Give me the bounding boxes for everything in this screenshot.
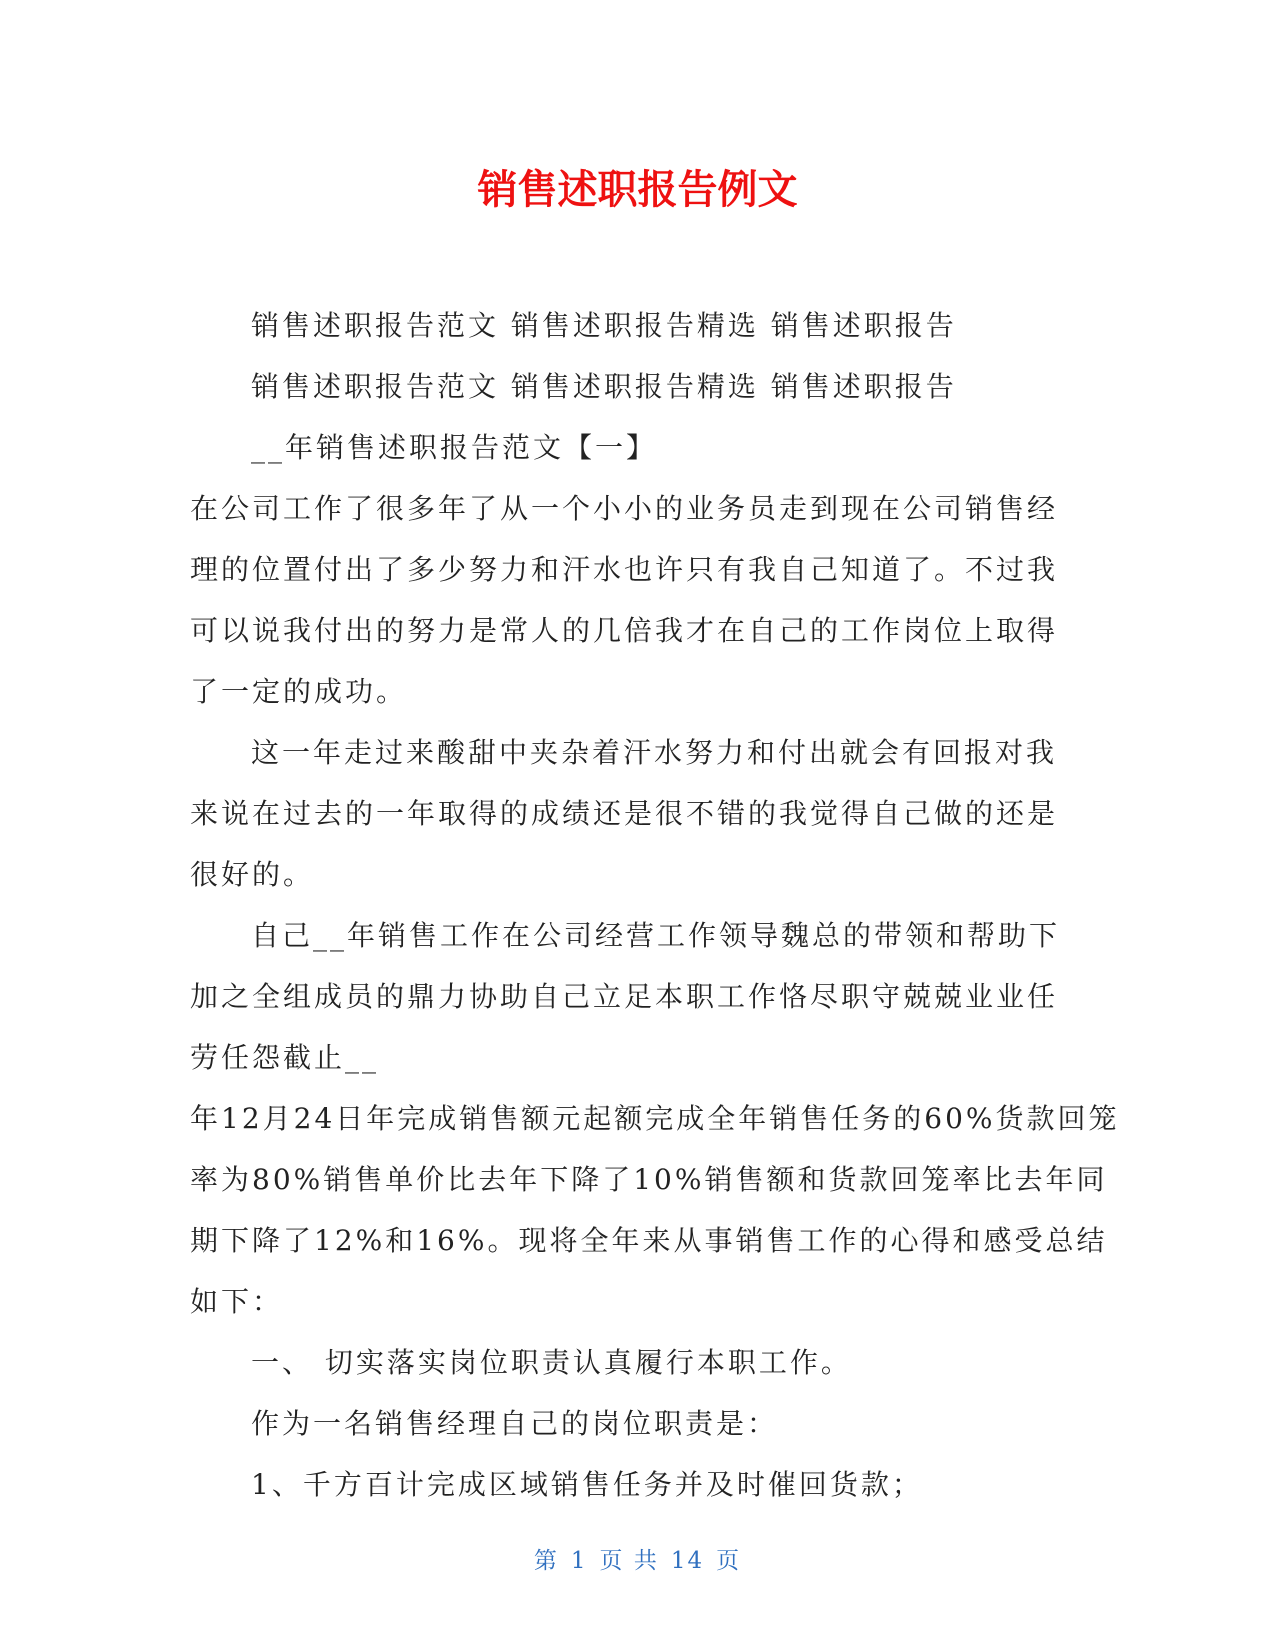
paragraph-line: 期下降了12%和16%。现将全年来从事销售工作的心得和感受总结: [190, 1224, 1108, 1257]
footer-prefix: 第: [533, 1548, 559, 1574]
paragraph-line: 如下：: [190, 1285, 284, 1318]
footer-suffix: 页: [716, 1548, 742, 1574]
page-title: 销售述职报告例文: [477, 167, 798, 213]
paragraph-line: 加之全组成员的鼎力协助自己立足本职工作恪尽职守兢兢业业任: [190, 980, 1059, 1013]
document-body: [190, 295, 1120, 1515]
paragraph-line: 率为80%销售单价比去年下降了10%销售额和货款回笼率比去年同: [190, 1163, 1108, 1196]
footer-middle: 页 共: [599, 1548, 659, 1574]
paragraph-line: 劳任怨截止__: [190, 1041, 380, 1074]
list-item: 1、千方百计完成区域销售任务并及时催回货款；: [251, 1468, 923, 1501]
paragraph-line: 在公司工作了很多年了从一个小小的业务员走到现在公司销售经: [190, 492, 1059, 525]
total-pages: 14: [670, 1548, 705, 1574]
page-number: 1: [570, 1548, 588, 1574]
paragraph-line: 很好的。: [190, 858, 315, 891]
paragraph-line: 年12月24日年完成销售额元起额完成全年销售任务的60%货款回笼: [190, 1102, 1120, 1135]
paragraph-line: 销售述职报告范文 销售述职报告精选 销售述职报告: [251, 309, 957, 342]
paragraph-line: 这一年走过来酸甜中夹杂着汗水努力和付出就会有回报对我: [251, 736, 1058, 769]
paragraph-line: 了一定的成功。: [190, 675, 408, 708]
section-heading: __年销售述职报告范文【一】: [251, 431, 658, 464]
paragraph-line: 作为一名销售经理自己的岗位职责是：: [251, 1407, 779, 1440]
paragraph-line: 自己__年销售工作在公司经营工作领导魏总的带领和帮助下: [251, 919, 1061, 952]
paragraph-line: 理的位置付出了多少努力和汗水也许只有我自己知道了。不过我: [190, 553, 1059, 586]
page-footer: [0, 1542, 1275, 1575]
section-heading: 一、 切实落实岗位职责认真履行本职工作。: [251, 1346, 852, 1379]
paragraph-line: 可以说我付出的努力是常人的几倍我才在自己的工作岗位上取得: [190, 614, 1059, 647]
paragraph-line: 来说在过去的一年取得的成绩还是很不错的我觉得自己做的还是: [190, 797, 1059, 830]
paragraph-line: 销售述职报告范文 销售述职报告精选 销售述职报告: [251, 370, 957, 403]
